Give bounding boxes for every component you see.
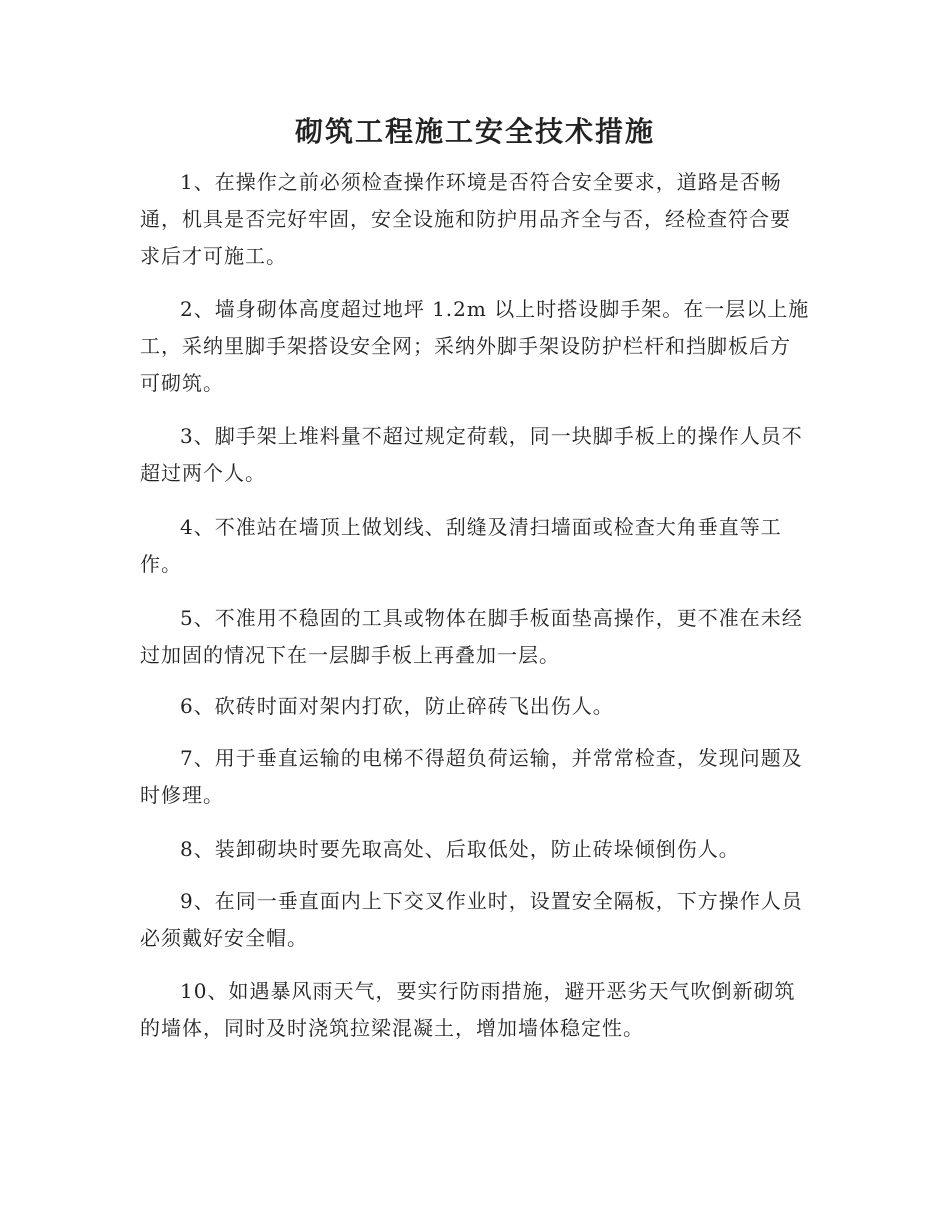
paragraph-2: 2、墙身砌体高度超过地坪 1.2m 以上时搭设脚手架。在一层以上施工，采纳里脚手架搭设安全网；采纳外脚手架设防护栏杆和挡脚板后方可砌筑。 (140, 297, 810, 395)
paragraph-10: 10、如遇暴风雨天气，要实行防雨措施，避开恶劣天气吹倒新砌筑的墙体，同时及时浇筑拉梁混凝土，增加墙体稳定性。 (140, 979, 796, 1040)
paragraph-5: 5、不准用不稳固的工具或物体在脚手板面垫高操作，更不准在未经过加固的情况下在一层脚手板上再叠加一层。 (140, 606, 803, 667)
paragraph-7: 7、用于垂直运输的电梯不得超负荷运输，并常常检查，发现问题及时修理。 (140, 746, 803, 807)
paragraph-3: 3、脚手架上堆料量不超过规定荷载，同一块脚手板上的操作人员不超过两个人。 (140, 424, 803, 485)
paragraph-1: 1、在操作之前必须检查操作环境是否符合安全要求，道路是否畅通，机具是否完好牢固，安全设施和防护用品齐全与否，经检查符合要求后才可施工。 (140, 170, 791, 268)
document-title: 砌筑工程施工安全技术措施 (294, 115, 655, 148)
paragraph-8: 8、装卸砌块时要先取高处、后取低处，防止砖垛倾倒伤人。 (180, 837, 740, 861)
paragraph-6: 6、砍砖时面对架内打砍，防止碎砖飞出伤人。 (180, 694, 614, 718)
paragraph-9: 9、在同一垂直面内上下交叉作业时，设置安全隔板，下方操作人员必须戴好安全帽。 (140, 889, 803, 950)
paragraph-4: 4、不准站在墙顶上做划线、刮缝及清扫墙面或检查大角垂直等工作。 (140, 515, 782, 576)
